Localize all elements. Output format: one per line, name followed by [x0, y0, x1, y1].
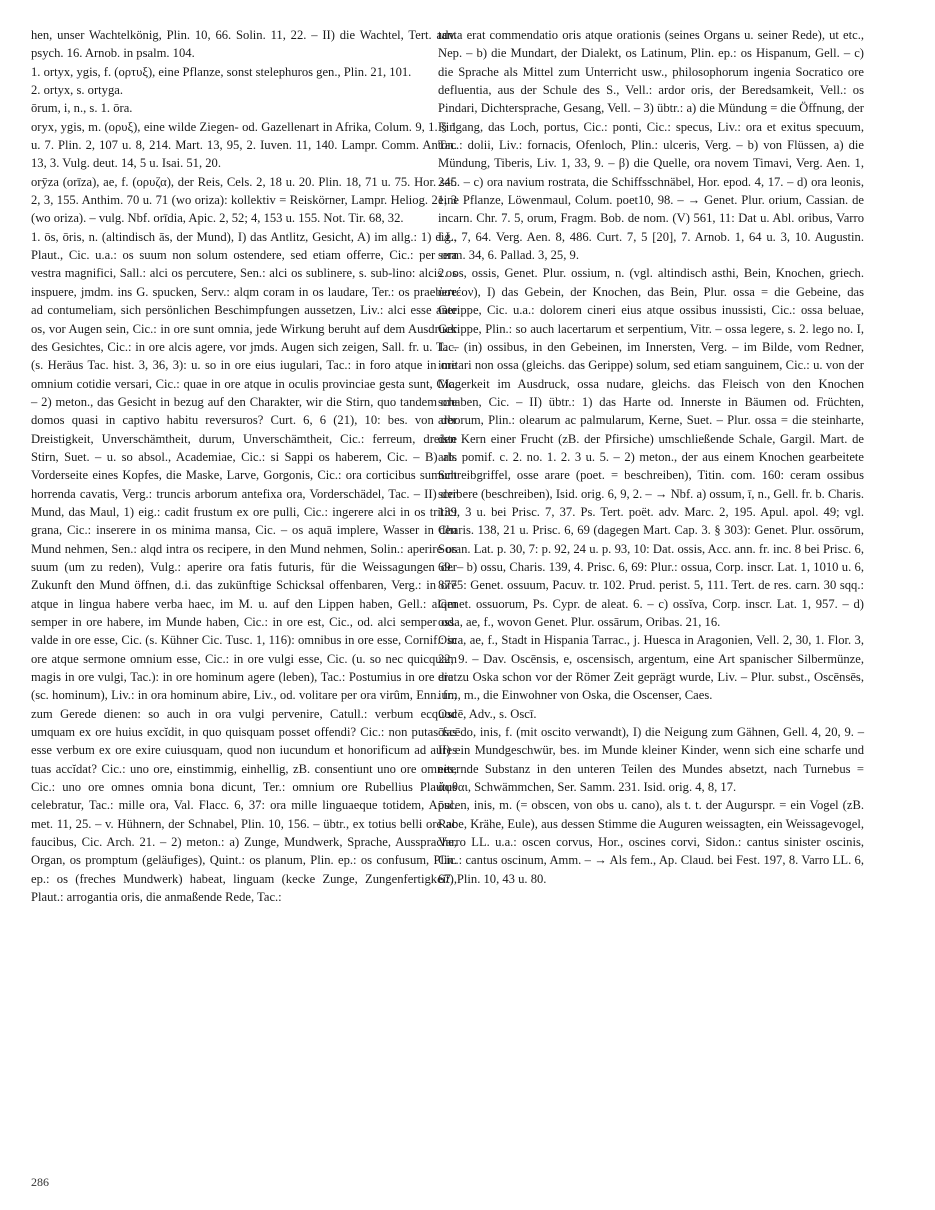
entry-oscedo: ōscēdo, inis, f. (mit oscito verwandt), I) die Neigung zum Gähnen, Gell. 4, 20, 9. – II) ein Mundgeschwür, bes. im Munde kleiner Kinder, wenn sich eine scharfe und eiternde Substanz in den unteren Teilen des Mundes absetzt, nach Turnebus = ἄφθαι, Schwämmchen, Ser. Samm. 231. Isid. orig. 4, 8, 17.: [438, 725, 864, 795]
entry-osce: Oscē, Adv., s. Oscī.: [438, 706, 537, 721]
entry-ortygometra-cont: hen, unser Wachtelkönig, Plin. 10, 66. Solin. 11, 22. – II) die Wachtel, Tert. adv. psych. 16. Arnob. in psalm. 104.: [31, 28, 457, 61]
left-column: [31, 26, 457, 907]
right-column: [438, 26, 864, 888]
entry-ortyx-2: 2. ortyx, s. ortyga.: [31, 83, 123, 98]
entry-os-1-cont: tanta erat commendatio oris atque orationis (seines Organs u. seiner Rede), ut etc., Nep. – b) die Mundart, der Dialekt, os Latinum, Plin. ep.: os Hispanum, Gell. – c) die Sprache als Mittel zum Unterricht usw., philosophorum ingenia Socratico ore defluentia, aus der Schule des S., Vell.: ardor oris, der Beredsamkeit, Vell.: os Pindari, Dichtersprache, Gesang, Vell. – 3) übtr.: a) die Mündung = die Öffnung, der Eingang, das Loch, portus, Cic.: ponti, Cic.: specus, Liv.: ora et exitus specuum, Tac.: dolii, Liv.: fornacis, Ofenloch, Plin.: ulceris, Verg. – b) von Flüssen, a) die Mündung, Tiberis, Liv. 1, 33, 9. – β) die Quelle, ora novem Timavi, Verg. Aen. 1, 245. – c) ora navium rostrata, die Schiffsschnäbel, Hor. epod. 4, 17. – d) ora leonis, eine Pflanze, Löwenmaul, Colum. poet10, 98. – → Genet. Plur. orium, Cassian. de incarn. Chr. 7. 5, orum, Fragm. Bob. de nom. (V) 561, 11: Dat u. Abl. oribus, Varro LL. 7, 64. Verg. Aen. 8, 486. Curt. 7, 5 [20], 7. Arnob. 1, 64 u. 3, 10. Augustin. serm. 34, 6. Pallad. 3, 25, 9.: [438, 28, 864, 263]
entry-oscen: ōscen, inis, m. (= obscen, von obs u. cano), als t. t. der Augurspr. = ein Vogel (zB. Rabe, Krähe, Eule), aus dessen Stimme die Auguren weissagten, ein Weissagevogel, Varro LL. u.a.: oscen corvus, Hor., oscines corvi, Sidon.: cantus sinister oscinis, Cic.: cantus oscinum, Amm. – → Als fem., Ap. Claud. bei Fest. 197, 8. Varro LL. 6, 67. Plin. 10, 43 u. 80.: [438, 798, 864, 886]
entry-oryza: orȳza (orīza), ae, f. (ορυζα), der Reis, Cels. 2, 18 u. 20. Plin. 18, 71 u. 75. Hor. sat. 2, 3, 155. Anthim. 70 u. 71 (wo oriza): kollektiv = Reiskörner, Lampr. Heliog. 21, 3 (wo oriza). – vulg. Nbf. orīdia, Apic. 2, 52; 4, 153 u. 155. Not. Tir. 68, 32.: [31, 174, 457, 226]
entry-os-2: 2. os, ossis, Genet. Plur. ossium, n. (vgl. altindisch asthi, Bein, Knochen, griech. ὀστέον), I) das Gebein, der Knochen, das Bein, Plur. ossa = die Gebeine, das Gerippe, Cic. u.a.: dolorem cineri eius atque ossibus inussisti, Cic.: ossa beluae, Gerippe, Plin.: so auch lacertarum et serpentium, Vitr. – ossa legere, s. 2. lego no. I, 1. – (in) ossibus, in den Gebeinen, im Innersten, Verg. – im Bilde, vom Redner, imitari non ossa (gleichs. das Gerippe) solum, sed etiam sanguinem, Cic.: u. von der Magerkeit im Ausdruck, ossa nudare, gleichs. das Fleisch von den Knochen schaben, Cic. – II) übtr.: 1) das Harte od. Innerste in Bäumen od. Früchten, arborum, Plin.: olearum ac palmularum, Kerne, Suet. – Plur. ossa = die steinharte, den Kern einer Frucht (zB. der Pfirsiche) umschließende Schale, Gargil. Mart. de arb. pomif. c. 2. no. 1. 2. 3 u. 5. – 2) meton., der aus einem Knochen gearbeitete Schreibgriffel, osse arare (poet. = beschreiben), Titin. com. 160: ceram ossibus scribere (beschreiben), Isid. orig. 6, 9, 2. – → Nbf. a) ossum, ī, n., Gell. fr. b. Charis. 139, 3 u. bei Prisc. 7, 37. Ps. Tert. poët. adv. Marc. 2, 195. Apul. apol. 49; vgl. Charis. 138, 21 u. Prisc. 6, 69 (dagegen Mart. Cap. 3. § 303): Genet. Plur. ossōrum, Soran. Lat. p. 30, 7: p. 92, 24 u. p. 93, 10: Dat. ossis, Acc. ann. fr. inc. 8 bei Prisc. 6, 69. – b) ossu, Charis. 139, 4. Prisc. 6, 69: Plur.: ossua, Corp. inscr. Lat. 1, 1010 u. 6, 8775: Genet. ossuum, Pacuv. tr. 102. Prud. perist. 5, 111. Tert. de res. carn. 30 sqq.: Genet. ossuorum, Ps. Cypr. de aleat. 6. – c) ossĭva, Corp. inscr. Lat. 1, 957. – d) ossa, ae, f., wovon Genet. Plur. ossārum, Oribas. 21, 16.: [438, 266, 864, 629]
entry-osca: Osca, ae, f., Stadt in Hispania Tarrac., j. Huesca in Aragonien, Vell. 2, 30, 1. Flor. 3, 22, 9. – Dav. Oscēnsis, e, oscensisch, argentum, eine Art spanischer Silbermünze, die zu Oska schon vor der Römer Zeit geprägt wurde, Liv. – Plur. subst., Oscēnsēs, ium, m., die Einwohner von Oska, die Oscenser, Caes.: [438, 633, 864, 703]
entry-oryx: oryx, ygis, m. (ορυξ), eine wilde Ziegen- od. Gazellenart in Afrika, Colum. 9, 1. § 1 u. 7. Plin. 2, 107 u. 8, 214. Mart. 13, 95, 2. Iuven. 11, 140. Lampr. Comm. Anton. 13, 3. Vulg. deut. 14, 5 u. Isai. 51, 20.: [31, 119, 457, 171]
entry-os-1: 1. ōs, ōris, n. (altindisch ās, der Mund), I) das Antlitz, Gesicht, A) im allg.: 1) eig., Plaut., Cic. u.a.: os suum non solum ostendere, sed etiam offerre, Cic.: per ora vestra magnifici, Sall.: alci os percutere, Sen.: alci os sublinere, s. sub-lino: alcis os inspuere, jmdm. ins G. spucken, Serv.: alqm coram in os laudare, Ter.: os praebere ad contumeliam, sich persönlichen Beschimpfungen aussetzen, Liv.: alci esse ante os, vor Augen sein, Cic.: in ore sunt omnia, jede Wirkung beruht auf dem Ausdruck des Gesichtes, Cic.: in ore alcis agere, vor jmds. Augen sich zeigen, Sall. fr. u. Tac. (s. Heräus Tac. hist. 3, 36, 3): u. so in ore eius iugulari, Tac.: in foro atque in ore omnium cotidie versari, Cic.: quae in ore atque in oculis provinciae gesta sunt, Cic. – 2) meton., das Gesicht in bezug auf den Charakter, wir die Stirn, quo tandem ore domos quasi in captivo habitu reversuros? Curt. 6, 6 (21), 10: bes. von der Dreistigkeit, Unverschämtheit, durum, Unverschämtheit, Cic.: ferreum, dreiste Stirn, Suet. – u. so absol., Academiae, Cic.: si Sappi os haberem, Cic. – B) als Vorderseite eines Kopfes, die Maske, Larve, Gorgonis, Cic.: ora corticibus sumunt horrenda cavatis, Verg.: truncis arborum antefixa ora, Vorderschädel, Tac. – II) der Mund, das Maul, 1) eig.: cadit frustum ex ore pulli, Cic.: ingerere alci in os tritici grana, Cic.: inserere in os minima mansa, Cic. – os aquā implere, Wasser in den Mund nehmen, Sen.: alqd intra os recipere, in den Mund nehmen, Solin.: aperire os suum (um zu reden), Vulg.: aperire ora fatis futuris, für die Weissagungen der Zukunft den Mund öffnen, d.i. das zukünftige Schicksal offenbaren, Verg.: in ore atque in lingua habere verba haec, im M. u. auf den Lippen haben, Gell.: alqm semper in ore habere, im Munde haben, Cic.: in ore est, Cic., od. alci semper od. valde in ore esse, Cic. (s. Kühner Cic. Tusc. 1, 116): omnibus in ore esse, Cornif.: in ore atque sermone omnium esse, Cic.: in ore vulgi esse, Cic. (u. so nec quicquam magis in ore vulgi, Tac.): in ore hominum agere (leben), Tac.: Postumius in ore erat (sc. hominum), Liv.: in ora hominum abire, Liv., od. volitare per ora virûm, Enn. fr., zum Gerede dienen: so auch in ora vulgi pervenire, Catull.: verbum ecquod umquam ex ore huius excĭdit, in quo quisquam posset offendi? Cic.: non putas fas esse verbum ex ore exire cuiusquam, quod non iucundum et honorificum ad aures tuas accĭdat? Cic.: uno ore, einstimmig, einhellig, zB. consentiunt uno ore omnes, Cic.: uno ore omnes omnia bona dicunt, Ter.: omnium ore Rubellius Plautus celebratur, Tac.: mille ora, Val. Flacc. 6, 37: ora mille linguaeque totidem, Apul. met. 11, 25. – v. Hühnern, der Schnabel, Plin. 10, 156. – übtr., ex totius belli ore ac faucibus, Cic. Arch. 21. – 2) meton.: a) Zunge, Mundwerk, Sprache, Aussprache, Organ, os promptum (geläufiges), Quint.: os planum, Plin. ep.: os confusum, Plin. ep.: os (freches Mundwerk) habeat, linguam (kecke Zunge, Zungenfertigkeit), Plaut.: arrogantia oris, die anmaßende Rede, Tac.:: [31, 229, 457, 905]
entry-orum: ōrum, i, n., s. 1. ōra.: [31, 101, 133, 116]
entry-ortyx-1: 1. ortyx, ygis, f. (ορτυξ), eine Pflanze, sonst stelephuros gen., Plin. 21, 101.: [31, 64, 412, 79]
page-number: 286: [31, 1175, 49, 1189]
